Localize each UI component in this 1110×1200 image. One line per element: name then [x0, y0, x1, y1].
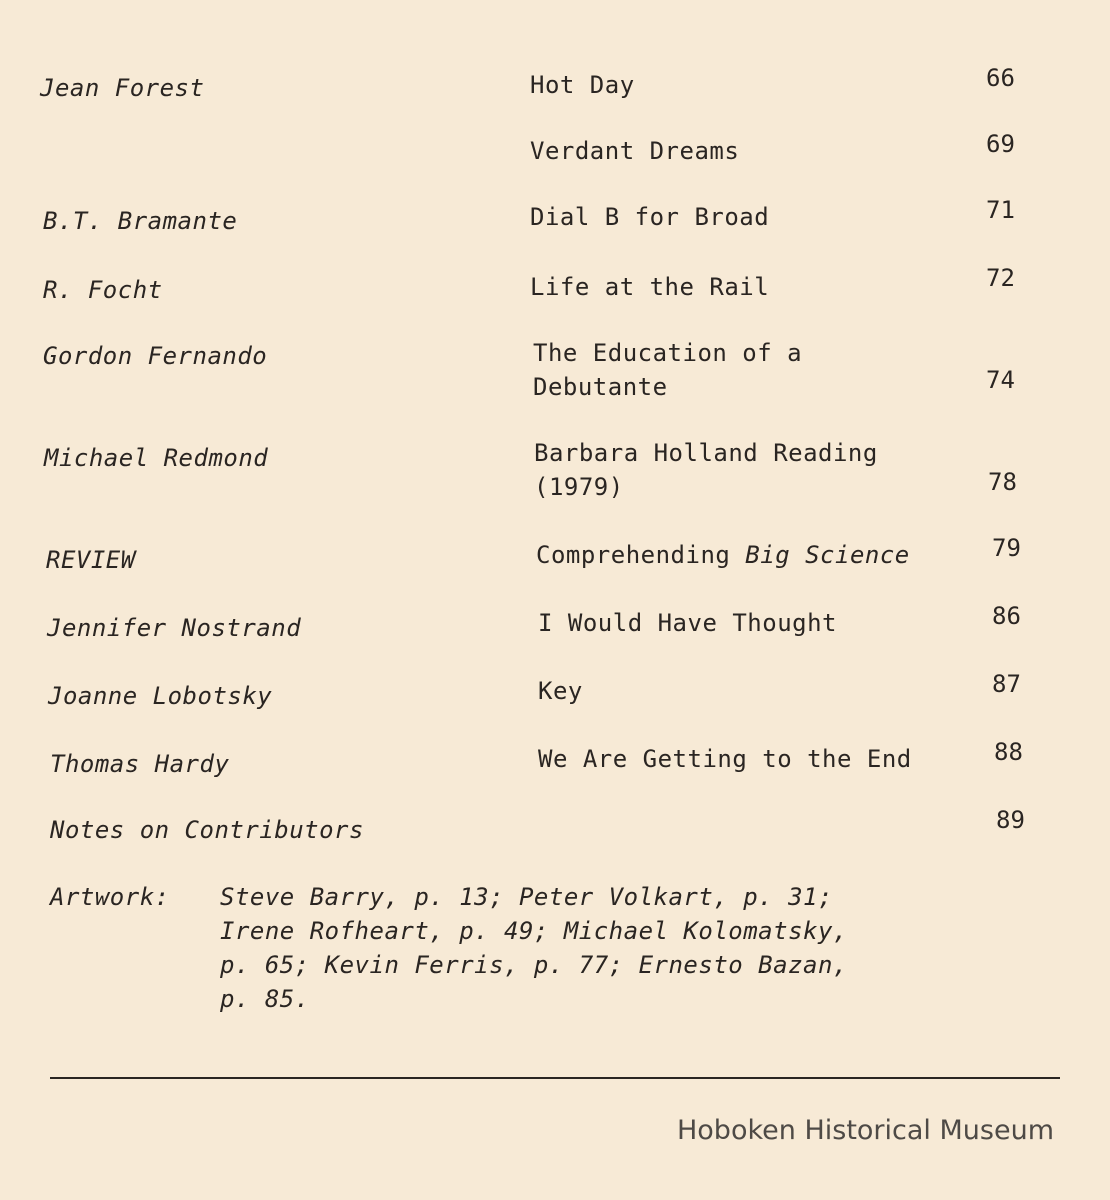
toc-title-line: The Education of a	[533, 339, 803, 367]
toc-title	[534, 436, 964, 504]
artwork-label: Artwork:	[50, 883, 170, 911]
toc-author: Jennifer Nostrand	[47, 614, 302, 642]
toc-section-label: REVIEW	[46, 546, 136, 574]
toc-page: 74	[986, 366, 1015, 394]
toc-author: Gordon Fernando	[43, 342, 268, 370]
toc-author: Thomas Hardy	[50, 750, 230, 778]
toc-page: 89	[996, 806, 1025, 834]
toc-page: 66	[986, 64, 1015, 92]
toc-title: Verdant Dreams	[530, 137, 740, 165]
toc-page: 78	[988, 468, 1017, 496]
toc-page: 86	[992, 602, 1021, 630]
toc-title-plain: Comprehending	[536, 541, 746, 569]
artwork-line: p. 85.	[220, 985, 310, 1013]
toc-page: 71	[986, 196, 1015, 224]
toc-title-line: (1979)	[534, 473, 624, 501]
artwork-line: p. 65; Kevin Ferris, p. 77; Ernesto Bazan,	[220, 951, 848, 979]
toc-page: 79	[992, 534, 1021, 562]
toc-title: We Are Getting to the End	[538, 745, 912, 773]
toc-title: Life at the Rail	[530, 273, 770, 301]
toc-title-line: Barbara Holland Reading	[534, 439, 878, 467]
toc-page: 87	[992, 670, 1021, 698]
toc-page: 69	[986, 130, 1015, 158]
artwork-line: Irene Rofheart, p. 49; Michael Kolomatsky,	[220, 917, 848, 945]
artwork-credits	[50, 880, 848, 1016]
toc-author: B.T. Bramante	[43, 207, 238, 235]
toc-title: Hot Day	[530, 71, 635, 99]
horizontal-rule	[50, 1077, 1060, 1079]
toc-author: R. Focht	[43, 276, 163, 304]
toc-title: Dial B for Broad	[530, 203, 770, 231]
toc-author: Michael Redmond	[44, 444, 269, 472]
toc-author: Notes on Contributors	[50, 816, 364, 844]
artwork-line	[50, 880, 848, 914]
toc-title-line: Debutante	[533, 373, 668, 401]
toc-title	[533, 336, 963, 404]
toc-page: 72	[986, 264, 1015, 292]
toc-title	[536, 538, 966, 572]
toc-page: 88	[994, 738, 1023, 766]
toc-author: Jean Forest	[40, 74, 205, 102]
watermark-text: Hoboken Historical Museum	[676, 1115, 1054, 1146]
toc-title: Key	[538, 677, 583, 705]
toc-title-italic: Big Science	[745, 541, 910, 569]
toc-title: I Would Have Thought	[538, 609, 837, 637]
artwork-text: Steve Barry, p. 13; Peter Volkart, p. 31;	[220, 883, 833, 911]
toc-author: Joanne Lobotsky	[48, 682, 273, 710]
